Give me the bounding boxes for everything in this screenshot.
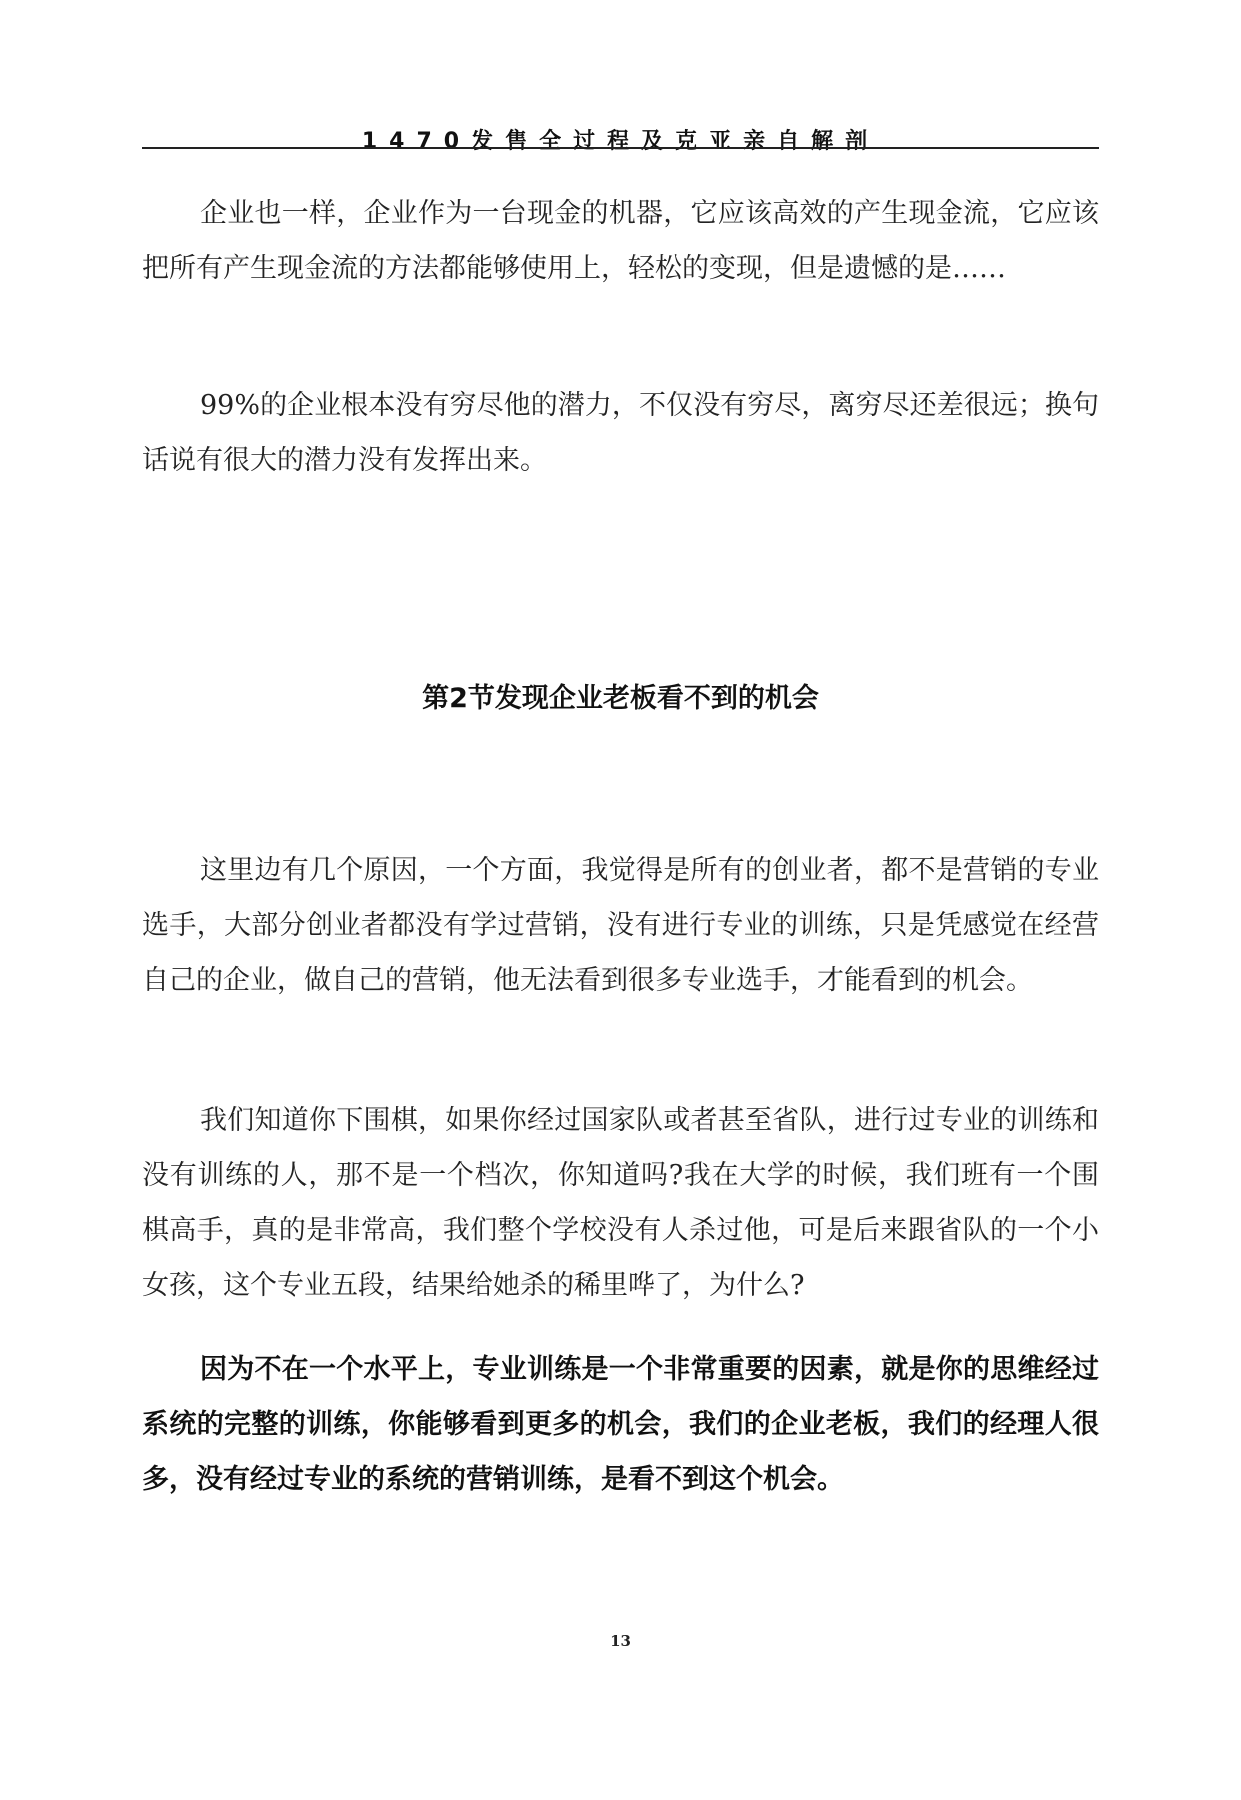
header-rule [142, 147, 1099, 149]
running-header-title: 1470发售全过程及克亚亲自解剖 [361, 129, 880, 154]
paragraph-untapped-potential: 99%的企业根本没有穷尽他的潜力，不仅没有穷尽，离穷尽还差很远；换句话说有很大的潜力没有发挥出来。 [142, 390, 1099, 476]
section-heading: 第2节发现企业老板看不到的机会 [422, 683, 819, 714]
paragraph-professional-training: 因为不在一个水平上，专业训练是一个非常重要的因素，就是你的思维经过系统的完整的训练，你能够看到更多的机会，我们的企业老板，我们的经理人很多，没有经过专业的系统的营销训练，是看不到这个机会。 [142, 1354, 1099, 1495]
paragraph-reasons: 这里边有几个原因，一个方面，我觉得是所有的创业者，都不是营销的专业选手，大部分创业者都没有学过营销，没有进行专业的训练，只是凭感觉在经营自己的企业，做自己的营销，他无法看到很多专业选手，才能看到的机会。 [142, 855, 1099, 996]
page-number: 13 [610, 1632, 631, 1650]
paragraph-cash-machine: 企业也一样，企业作为一台现金的机器，它应该高效的产生现金流，它应该把所有产生现金流的方法都能够使用上，轻松的变现，但是遗憾的是…… [142, 198, 1099, 284]
paragraph-go-example: 我们知道你下围棋，如果你经过国家队或者甚至省队，进行过专业的训练和没有训练的人，那不是一个档次，你知道吗?我在大学的时候，我们班有一个围棋高手，真的是非常高，我们整个学校没有人杀过他，可是后来跟省队的一个小女孩，这个专业五段，结果给她杀的稀里哗了，为什么? [142, 1105, 1099, 1301]
